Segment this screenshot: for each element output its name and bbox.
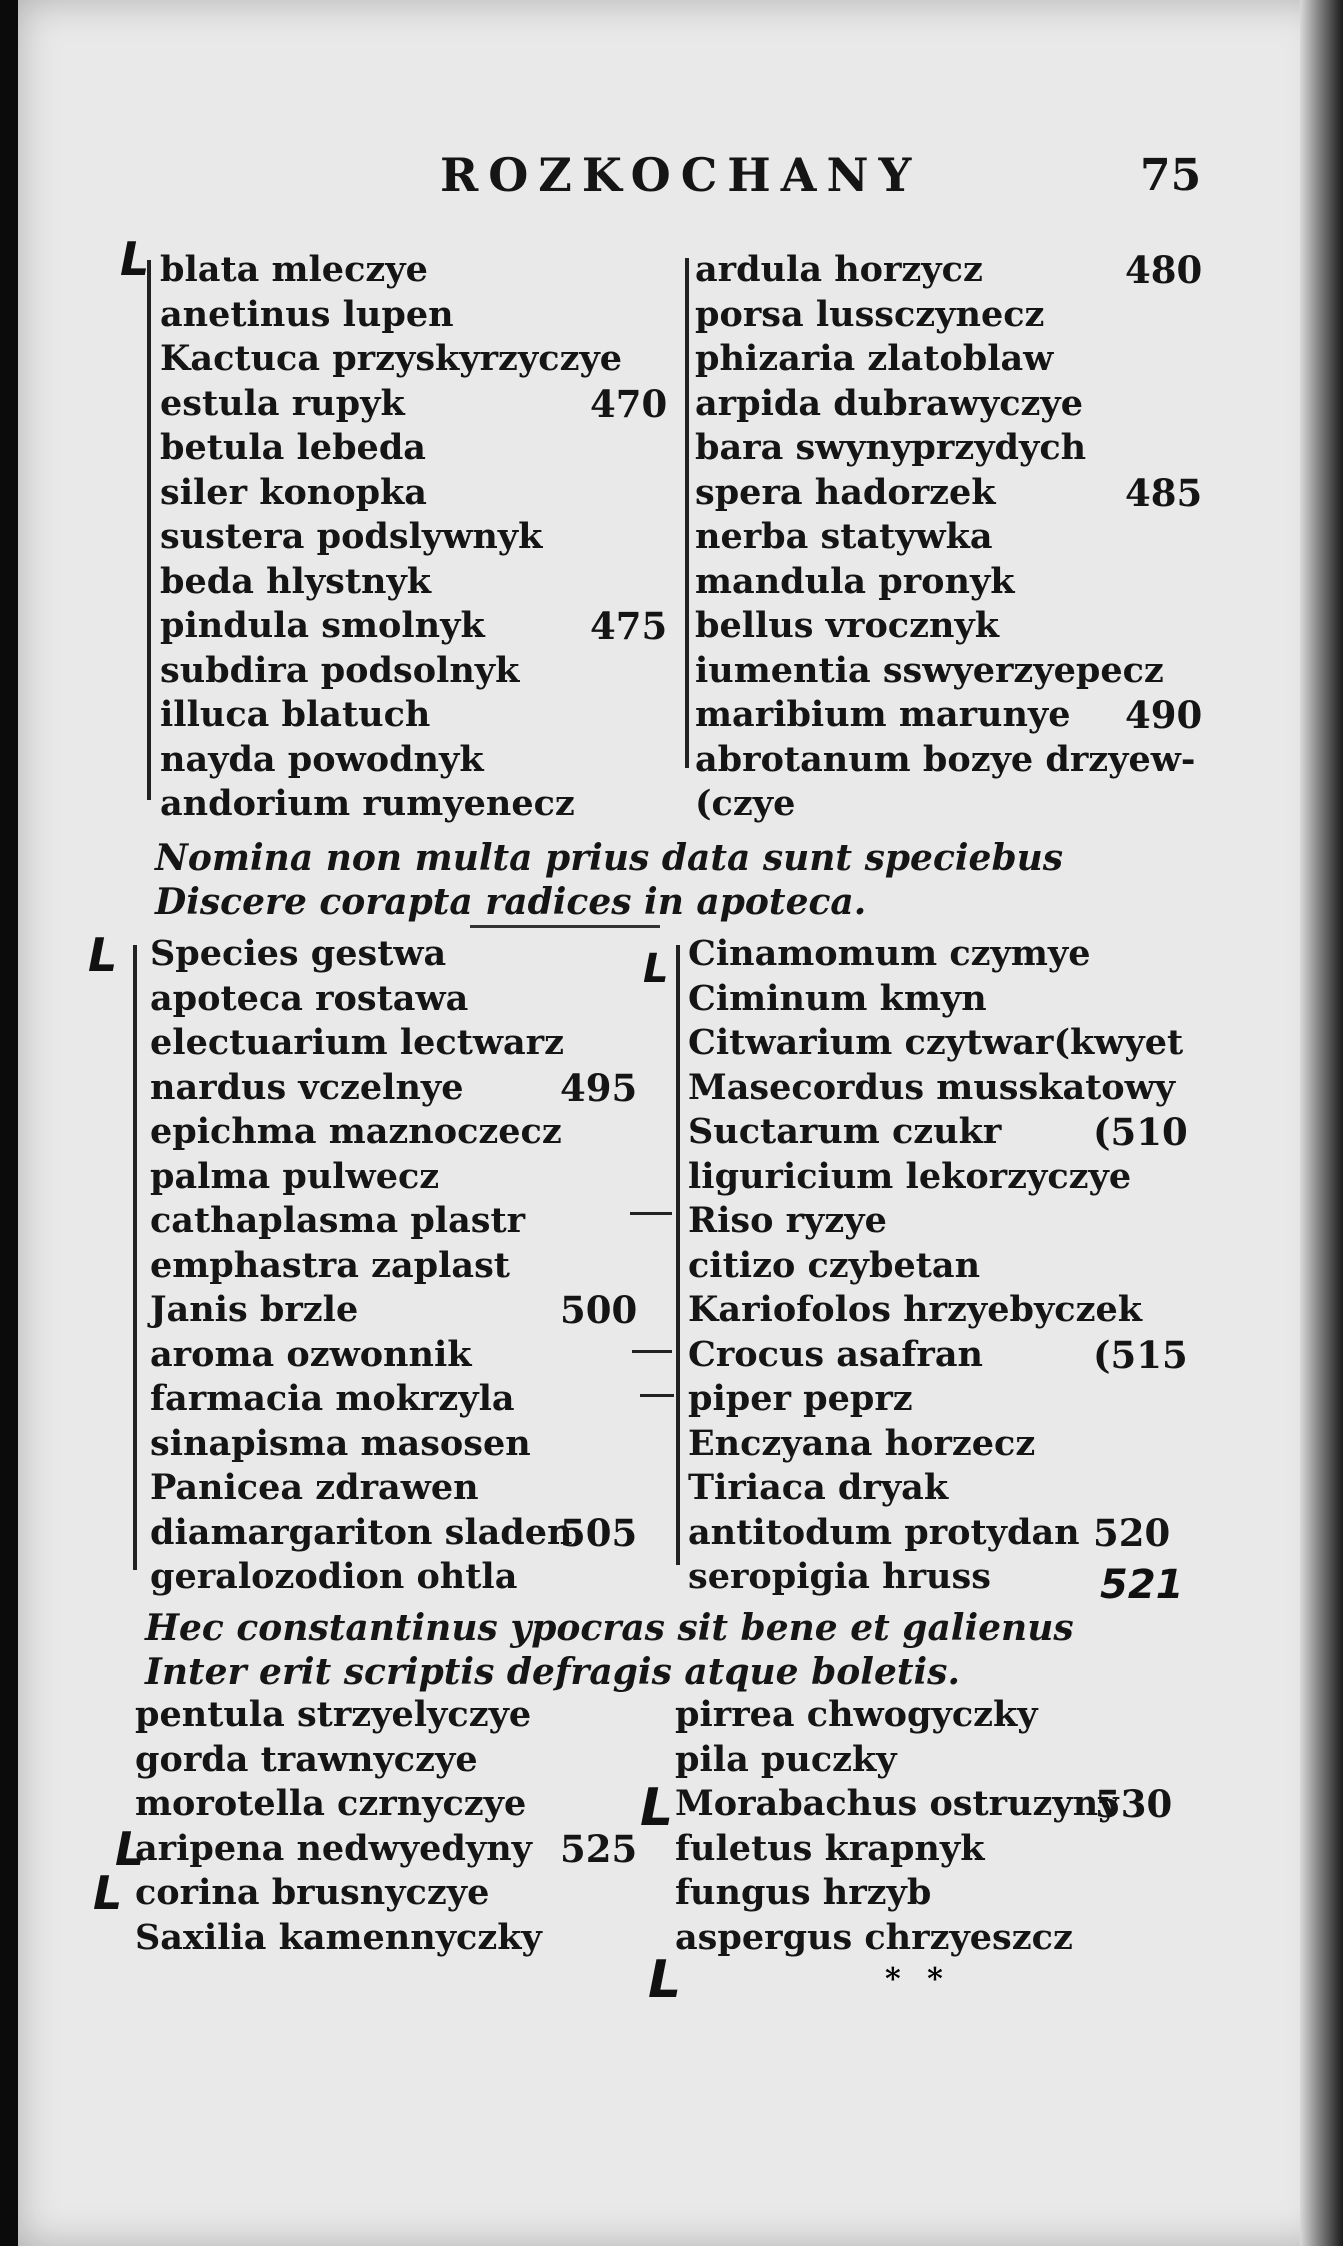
entry-text: electuarium lectwarz	[150, 1022, 565, 1063]
entry-text: pindula smolnyk	[160, 605, 485, 646]
entry-text: estula rupyk	[160, 382, 405, 424]
entry-text: nardus vczelnye	[150, 1066, 464, 1108]
entry-line	[150, 1377, 650, 1422]
entry-line	[688, 1422, 1208, 1467]
entry-text: corina brusnyczye	[135, 1872, 490, 1913]
entry-text: maribium marunye	[695, 694, 1071, 735]
entry-number: 490	[1125, 693, 1203, 737]
entry-line	[688, 1244, 1208, 1289]
entry-line	[688, 1155, 1208, 1200]
entry-line	[675, 1871, 1195, 1916]
entry-text: Cinamomum czymye	[688, 933, 1091, 974]
pencil-mark-l: L	[88, 928, 118, 982]
bracket-bar	[685, 258, 689, 768]
entry-text: phizaria zlatoblaw	[695, 338, 1054, 379]
entry-line	[150, 1155, 650, 1200]
verse-line: Hec constantinus ypocras sit bene et galienus	[145, 1607, 1074, 1649]
bracket-bar	[676, 945, 680, 1565]
entry-text: emphastra zaplast	[150, 1244, 510, 1286]
entry-text: sustera podslywnyk	[160, 516, 543, 557]
entry-line	[150, 1110, 650, 1155]
entry-text: pila puczky	[675, 1738, 897, 1780]
entry-text: Citwarium czytwar(kwyet	[688, 1022, 1184, 1063]
entry-line	[160, 604, 668, 649]
bracket-bar	[147, 260, 151, 800]
entry-line	[688, 1511, 1208, 1556]
verse-line: Nomina non multa prius data sunt speciebus	[155, 837, 1064, 879]
entry-text: porsa lussczynecz	[695, 293, 1045, 335]
entry-text: bara swynyprzydych	[695, 427, 1087, 468]
entry-line	[150, 1511, 650, 1556]
entry-line	[160, 782, 660, 827]
entry-number: (515	[1093, 1332, 1188, 1377]
entry-line	[160, 337, 660, 382]
entry-text: liguricium lekorzyczye	[688, 1155, 1132, 1197]
entry-line	[688, 1377, 1208, 1422]
entry-number: 525	[560, 1826, 638, 1871]
entry-line	[675, 1782, 1195, 1827]
entry-line	[695, 649, 1195, 694]
entry-text: Panicea zdrawen	[150, 1467, 479, 1508]
entry-text: abrotanum bozye drzyew-	[695, 738, 1196, 780]
entry-line	[688, 932, 1208, 977]
entry-text: blata mleczye	[160, 249, 428, 290]
section2-right-column	[688, 932, 1208, 1600]
entry-line	[160, 248, 660, 293]
entry-text: Janis brzle	[150, 1289, 359, 1330]
entry-line	[160, 649, 660, 694]
pencil-number-annotation: 521	[1100, 1562, 1184, 1608]
section3-right-column	[675, 1693, 1195, 1960]
entry-text: (czye	[695, 783, 796, 824]
entry-line	[150, 1555, 650, 1600]
entry-text: seropigia hruss	[688, 1556, 991, 1597]
running-head-title: ROZKOCHANY	[440, 148, 922, 202]
entry-line	[688, 1333, 1208, 1378]
entry-text: palma pulwecz	[150, 1155, 440, 1197]
entry-text: citizo czybetan	[688, 1244, 981, 1286]
entry-number: 505	[560, 1510, 638, 1555]
entry-number: 495	[560, 1065, 638, 1110]
entry-text: ardula horzycz	[695, 249, 983, 290]
entry-text: Ciminum kmyn	[688, 977, 987, 1019]
entry-line	[695, 693, 1203, 738]
pencil-mark-l: L	[120, 232, 150, 286]
entry-text: piper peprz	[688, 1378, 913, 1419]
entry-text: Saxilia kamennyczky	[135, 1916, 542, 1958]
entry-line	[150, 1021, 650, 1066]
bracket-bar	[133, 945, 137, 1570]
entry-text: Enczyana horzecz	[688, 1422, 1036, 1464]
end-ornament: * *	[885, 1962, 951, 1997]
entry-number: (510	[1093, 1110, 1188, 1154]
entry-number: 470	[590, 381, 668, 426]
entry-text: Tiriaca dryak	[688, 1467, 949, 1508]
entry-text: mandula pronyk	[695, 560, 1015, 602]
entry-number: 485	[1125, 470, 1203, 515]
entry-line	[695, 738, 1195, 783]
section1-right-column	[695, 248, 1203, 827]
section3-left-column	[135, 1693, 638, 1960]
entry-line	[675, 1738, 1195, 1783]
entry-text: fungus hrzyb	[675, 1872, 932, 1913]
entry-line	[160, 426, 660, 471]
entry-line	[135, 1826, 638, 1872]
entry-number: 480	[1125, 248, 1203, 292]
entry-text: pentula strzyelyczye	[135, 1694, 532, 1735]
entry-text: illuca blatuch	[160, 694, 431, 735]
entry-line	[695, 782, 1195, 827]
entry-line	[695, 248, 1203, 293]
entry-line	[150, 1422, 650, 1467]
pencil-dash	[632, 1350, 672, 1353]
entry-number: 475	[590, 604, 668, 648]
entry-text: spera hadorzek	[695, 471, 996, 513]
entry-line	[688, 1110, 1208, 1155]
entry-line	[150, 1244, 650, 1289]
entry-line	[688, 1466, 1208, 1511]
entry-text: Morabachus ostruzyny	[675, 1783, 1119, 1824]
entry-text: antitodum protydan	[688, 1511, 1080, 1553]
entry-text: fuletus krapnyk	[675, 1827, 985, 1869]
entry-line	[695, 604, 1195, 649]
entry-text: Masecordus musskatowy	[688, 1066, 1176, 1108]
entry-line	[150, 932, 650, 977]
pencil-dash	[630, 1212, 672, 1215]
entry-text: epichma maznoczecz	[150, 1111, 562, 1152]
pencil-mark-l: L	[640, 1778, 674, 1838]
entry-text: Species gestwa	[150, 933, 447, 974]
entry-line	[135, 1782, 635, 1827]
entry-text: geralozodion ohtla	[150, 1556, 518, 1597]
entry-text: arpida dubrawyczye	[695, 382, 1083, 424]
entry-text: betula lebeda	[160, 427, 426, 468]
entry-line	[675, 1693, 1195, 1738]
entry-line	[150, 1066, 650, 1111]
entry-line	[695, 560, 1195, 605]
entry-text: Riso ryzye	[688, 1200, 887, 1241]
entry-text: aroma ozwonnik	[150, 1333, 472, 1375]
entry-text: anetinus lupen	[160, 293, 454, 335]
entry-text: Kactuca przyskyrzyczye	[160, 338, 623, 379]
pencil-mark-l: L	[93, 1866, 123, 1920]
entry-line	[160, 738, 660, 783]
entry-line	[695, 382, 1195, 427]
entry-line	[695, 470, 1203, 516]
entry-line	[150, 1288, 650, 1333]
entry-line	[160, 515, 660, 560]
entry-line	[688, 977, 1208, 1022]
entry-text: cathaplasma plastr	[150, 1200, 526, 1241]
entry-text: aspergus chrzyeszcz	[675, 1916, 1073, 1958]
entry-line	[160, 693, 660, 738]
entry-text: Kariofolos hrzyebyczek	[688, 1289, 1142, 1330]
pencil-mark-l: L	[115, 1822, 145, 1876]
entry-text: morotella czrnyczye	[135, 1783, 527, 1824]
entry-line	[688, 1021, 1208, 1066]
entry-text: Crocus asafran	[688, 1333, 983, 1375]
entry-line	[675, 1916, 1195, 1961]
entry-line	[135, 1738, 635, 1783]
entry-line	[695, 426, 1195, 471]
entry-text: farmacia mokrzyla	[150, 1378, 515, 1419]
entry-text: diamargariton sladen	[150, 1511, 573, 1553]
entry-text: pirrea chwogyczky	[675, 1694, 1038, 1735]
entry-line	[135, 1871, 635, 1916]
page-number: 75	[1140, 150, 1202, 201]
entry-line	[160, 560, 660, 605]
entry-text: apoteca rostawa	[150, 977, 469, 1019]
pencil-mark-l: L	[648, 1950, 682, 2010]
entry-text: Suctarum czukr	[688, 1111, 1002, 1152]
entry-number: 530	[1095, 1782, 1173, 1826]
entry-text: nayda powodnyk	[160, 738, 484, 780]
entry-text: bellus vrocznyk	[695, 605, 1000, 646]
entry-line	[688, 1199, 1208, 1244]
entry-number: 500	[560, 1288, 638, 1332]
entry-line	[135, 1916, 635, 1961]
verse-line: Discere corapta radices in apoteca.	[155, 881, 867, 923]
entry-line	[160, 293, 660, 338]
entry-line	[150, 977, 650, 1022]
entry-text: iumentia sswyerzyepecz	[695, 649, 1164, 691]
pencil-dash	[640, 1394, 674, 1397]
entry-line	[160, 471, 660, 516]
entry-line	[695, 293, 1195, 338]
entry-line	[688, 1066, 1208, 1111]
entry-line	[160, 381, 668, 427]
entry-line	[150, 1199, 650, 1244]
section2-left-column	[150, 932, 650, 1600]
entry-text: beda hlystnyk	[160, 560, 432, 602]
entry-line	[150, 1466, 650, 1511]
page-fold-shadow	[1300, 0, 1343, 2246]
pencil-underline	[470, 925, 660, 928]
entry-text: andorium rumyenecz	[160, 783, 575, 824]
entry-text: sinapisma masosen	[150, 1422, 531, 1464]
entry-line	[150, 1333, 650, 1378]
pencil-mark-l: L	[643, 946, 669, 992]
entry-text: nerba statywka	[695, 516, 993, 557]
entry-line	[675, 1827, 1195, 1872]
entry-text: subdira podsolnyk	[160, 649, 520, 691]
entry-text: siler konopka	[160, 471, 427, 513]
verse-line: Inter erit scriptis defragis atque boletis.	[145, 1651, 960, 1693]
entry-line	[695, 337, 1195, 382]
entry-number: 520	[1093, 1510, 1171, 1555]
entry-line	[695, 515, 1195, 560]
section1-left-column	[160, 248, 668, 827]
entry-line	[135, 1693, 635, 1738]
entry-text: aripena nedwyedyny	[135, 1827, 532, 1869]
entry-line	[688, 1288, 1208, 1333]
entry-text: gorda trawnyczye	[135, 1738, 478, 1780]
